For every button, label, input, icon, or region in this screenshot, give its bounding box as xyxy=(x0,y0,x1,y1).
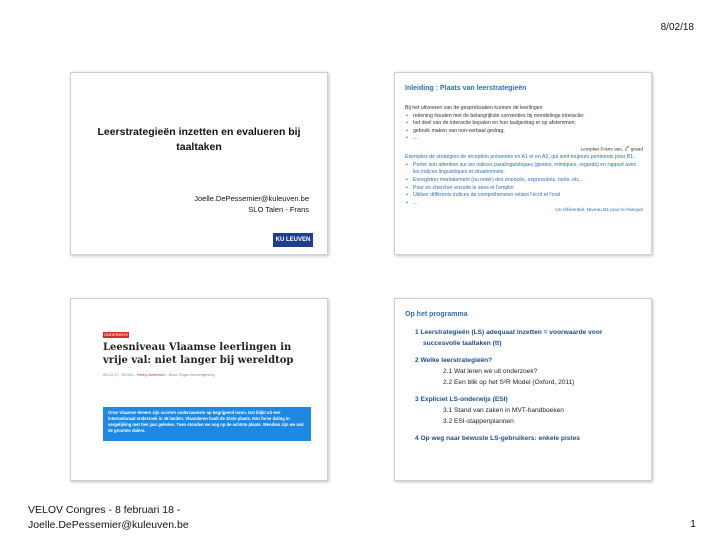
slide-1-contact xyxy=(194,193,309,215)
program-subitem: 3.2 ESI-stappenplannen xyxy=(443,418,514,425)
footer xyxy=(28,503,189,533)
slide-2-fr-list xyxy=(405,162,643,208)
slide-1-title: Leerstrategieën inzetten en evalueren bij taaltaken xyxy=(97,126,301,153)
program-heading: 4 Op weg naar bewuste LS-gebruikers: enkele pistes xyxy=(415,435,580,442)
bullet-item: ▪ Enregistrer mentalement (ou noter) des énoncés, expressions, mots, etc., xyxy=(413,177,643,185)
slide-2 xyxy=(394,72,652,255)
news-meta-date: 05-12-17, 05:00u - xyxy=(103,372,136,377)
bullet-item: ▪ gebruik maken van non-verbaal gedrag; xyxy=(413,128,643,136)
bullet-item: ▪ … xyxy=(413,200,643,208)
bullet-item: ▪ Pour en chercher ensuite le sens et l'emploi xyxy=(413,185,643,193)
program-subitem: 3.1 Stand van zaken in MVT-handboeken xyxy=(443,407,564,414)
slide-1-affiliation: SLO Talen - Frans xyxy=(248,205,309,214)
slide-2-body xyxy=(405,105,643,215)
news-tag: ONDERWIJS xyxy=(104,332,128,337)
slide-2-title: Inleiding : Plaats van leerstrategieën xyxy=(405,85,527,92)
slide-3 xyxy=(70,298,328,481)
program-subitem: 2.2 Een blik op het S²R Model (Oxford, 2011) xyxy=(443,379,575,386)
news-summary-box: Onze Vlaamse tieners zijn scorren onderzaamste op begrijpend lezen. Dat blijkt uit een internationaal onderzoek in 45 landen. Vlaanderen haalt de 32ste plaats. Een forse daling in vergelijking met tien jaar geleden. Toen stonden we nog op de achtste plaats. Wendien zijn we ook de grootste dalers. xyxy=(103,407,311,441)
slide-1 xyxy=(70,72,328,255)
ku-leuven-logo: KU LEUVEN xyxy=(273,233,313,247)
slide-2-source-fr: Un référentiel, Niveau B1 pour le français xyxy=(555,208,643,214)
news-meta-extra: - Bron: Eigen berichtgeving xyxy=(166,372,215,377)
bullet-item: ▪ rekening houden met de belangrijkste conventies bij mondelinge interactie; xyxy=(413,113,643,121)
program-list xyxy=(415,327,645,444)
header-date: 8/02/18 xyxy=(660,22,694,33)
slide-2-intro-nl: Bij het uitvoeren van de gespreksaken kunnen de leerlingen xyxy=(405,105,543,111)
slide-1-email: Joelle.DePessemier@kuleuven.be xyxy=(194,194,309,203)
bullet-item: ▪ … xyxy=(413,135,643,143)
program-heading: 1 Leerstrategieën (LS) adequaat inzetten = voorwaarde voor xyxy=(415,329,603,336)
bullet-item: ▪ Utiliser différents indices de compréhension reliant l'écrit et l'oral xyxy=(413,192,643,200)
news-headline: Leesniveau Vlaamse leerlingen in vrije val: niet langer bij wereldtop xyxy=(103,342,294,366)
footer-line-1: VELOV Congres - 8 februari 18 - xyxy=(28,504,181,516)
program-heading: 2 Welke leerstrategieën? xyxy=(415,357,493,364)
slide-4 xyxy=(394,298,652,481)
program-heading-cont: succesvolle taaltaken (tt) xyxy=(423,340,502,347)
bullet-item: ▪ het doel van de interactie bepalen en hun taalgedrag er op afstemmen; xyxy=(413,120,643,128)
slide-2-intro-fr: Exemples de stratégies de réception présentés en A1 et en A2, qui sont toujours pertinents pour B1: xyxy=(405,154,635,161)
slide-2-nl-list xyxy=(405,113,643,143)
bullet-item: ▪ Porter son attention sur les indices paralinguistiques (gestes, mimiques, regards) en rapport avec les indices linguistiques et situationnels; xyxy=(413,162,643,177)
slide-4-title: Op het programma xyxy=(405,311,468,318)
program-heading: 3 Expliciet LS-onderwijs (ESI) xyxy=(415,396,508,403)
footer-line-2: Joelle.DePessemier@kuleuven.be xyxy=(28,519,189,531)
program-subitem: 2.1 Wat leren we uit onderzoek? xyxy=(443,368,538,375)
page-number: 1 xyxy=(690,518,696,530)
news-meta-author: Remy Amkreutz xyxy=(137,372,166,377)
slide-2-source-nl: Leerplan Frans aso, 2e graad xyxy=(580,143,643,153)
news-meta xyxy=(103,372,215,377)
